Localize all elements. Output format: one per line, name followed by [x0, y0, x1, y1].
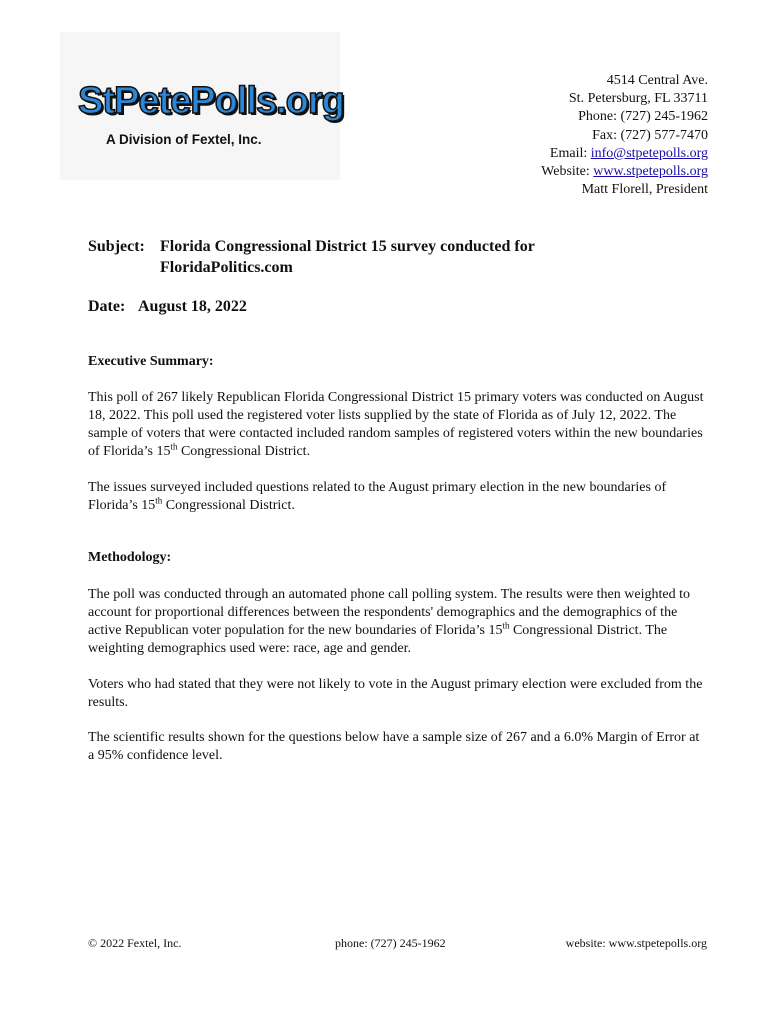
subject-block [88, 236, 535, 278]
logo-wordmark: StPetePolls.org [78, 80, 344, 122]
contact-phone: Phone: (727) 245-1962 [578, 109, 708, 125]
address-line-2: St. Petersburg, FL 33711 [568, 91, 708, 107]
methodology-paragraph-2: Voters who had stated that they were not likely to vote in the August primary election were excluded from the results. [88, 677, 703, 710]
contact-email-row [541, 145, 708, 163]
address-line-1: 4514 Central Ave. [606, 73, 708, 88]
executive-summary-paragraph-2: The issues surveyed included questions related to the August primary election in the new boundaries of Florida’s 15th Congressional District. [88, 480, 667, 513]
logo-tagline: A Division of Fextel, Inc. [106, 132, 262, 147]
date-block [88, 298, 247, 316]
methodology-paragraph-3: The scientific results shown for the questions below have a sample size of 267 and a 6.0% Margin of Error at a 95% confidence level. [88, 730, 700, 763]
subject-line-1: Florida Congressional District 15 survey conducted for [160, 238, 535, 255]
footer-website: website: www.stpetepolls.org [565, 936, 707, 950]
website-label: Website: [541, 164, 594, 180]
president-name: Matt Florell, President [581, 182, 708, 198]
date-value: August 18, 2022 [138, 298, 247, 315]
email-label: Email: [549, 145, 591, 161]
email-link[interactable]: info@stpetepolls.org [590, 145, 708, 161]
contact-website-row [541, 163, 708, 181]
footer-phone: phone: (727) 245-1962 [335, 936, 446, 950]
footer-copyright: © 2022 Fextel, Inc. [88, 936, 182, 950]
company-logo [60, 32, 344, 180]
website-link[interactable]: www.stpetepolls.org [593, 164, 708, 180]
executive-summary-heading: Executive Summary: [88, 354, 214, 369]
executive-summary-paragraph-1: This poll of 267 likely Republican Florida Congressional District 15 primary voters was conducted on August 18, 2022. This poll used the registered voter lists supplied by the state of Florida as of July 12, 2022. The sample of voters that were contacted included random samples of registered voters within the new boundaries of Florida’s 15th Congressional District. [88, 390, 704, 459]
methodology-paragraph-1: The poll was conducted through an automated phone call polling system. The results were then weighted to account for proportional differences between the respondents' demographics and the demographics of the active Republican voter population for the new boundaries of Florida’s 15th Congressional District. The weighting demographics used were: race, age and gender. [88, 587, 690, 656]
methodology-heading: Methodology: [88, 550, 172, 565]
contact-fax: Fax: (727) 577-7470 [592, 127, 708, 143]
subject-line-2: FloridaPolitics.com [160, 259, 293, 276]
subject-label: Subject: [88, 238, 145, 255]
contact-block [541, 72, 708, 199]
date-label: Date: [88, 298, 126, 315]
